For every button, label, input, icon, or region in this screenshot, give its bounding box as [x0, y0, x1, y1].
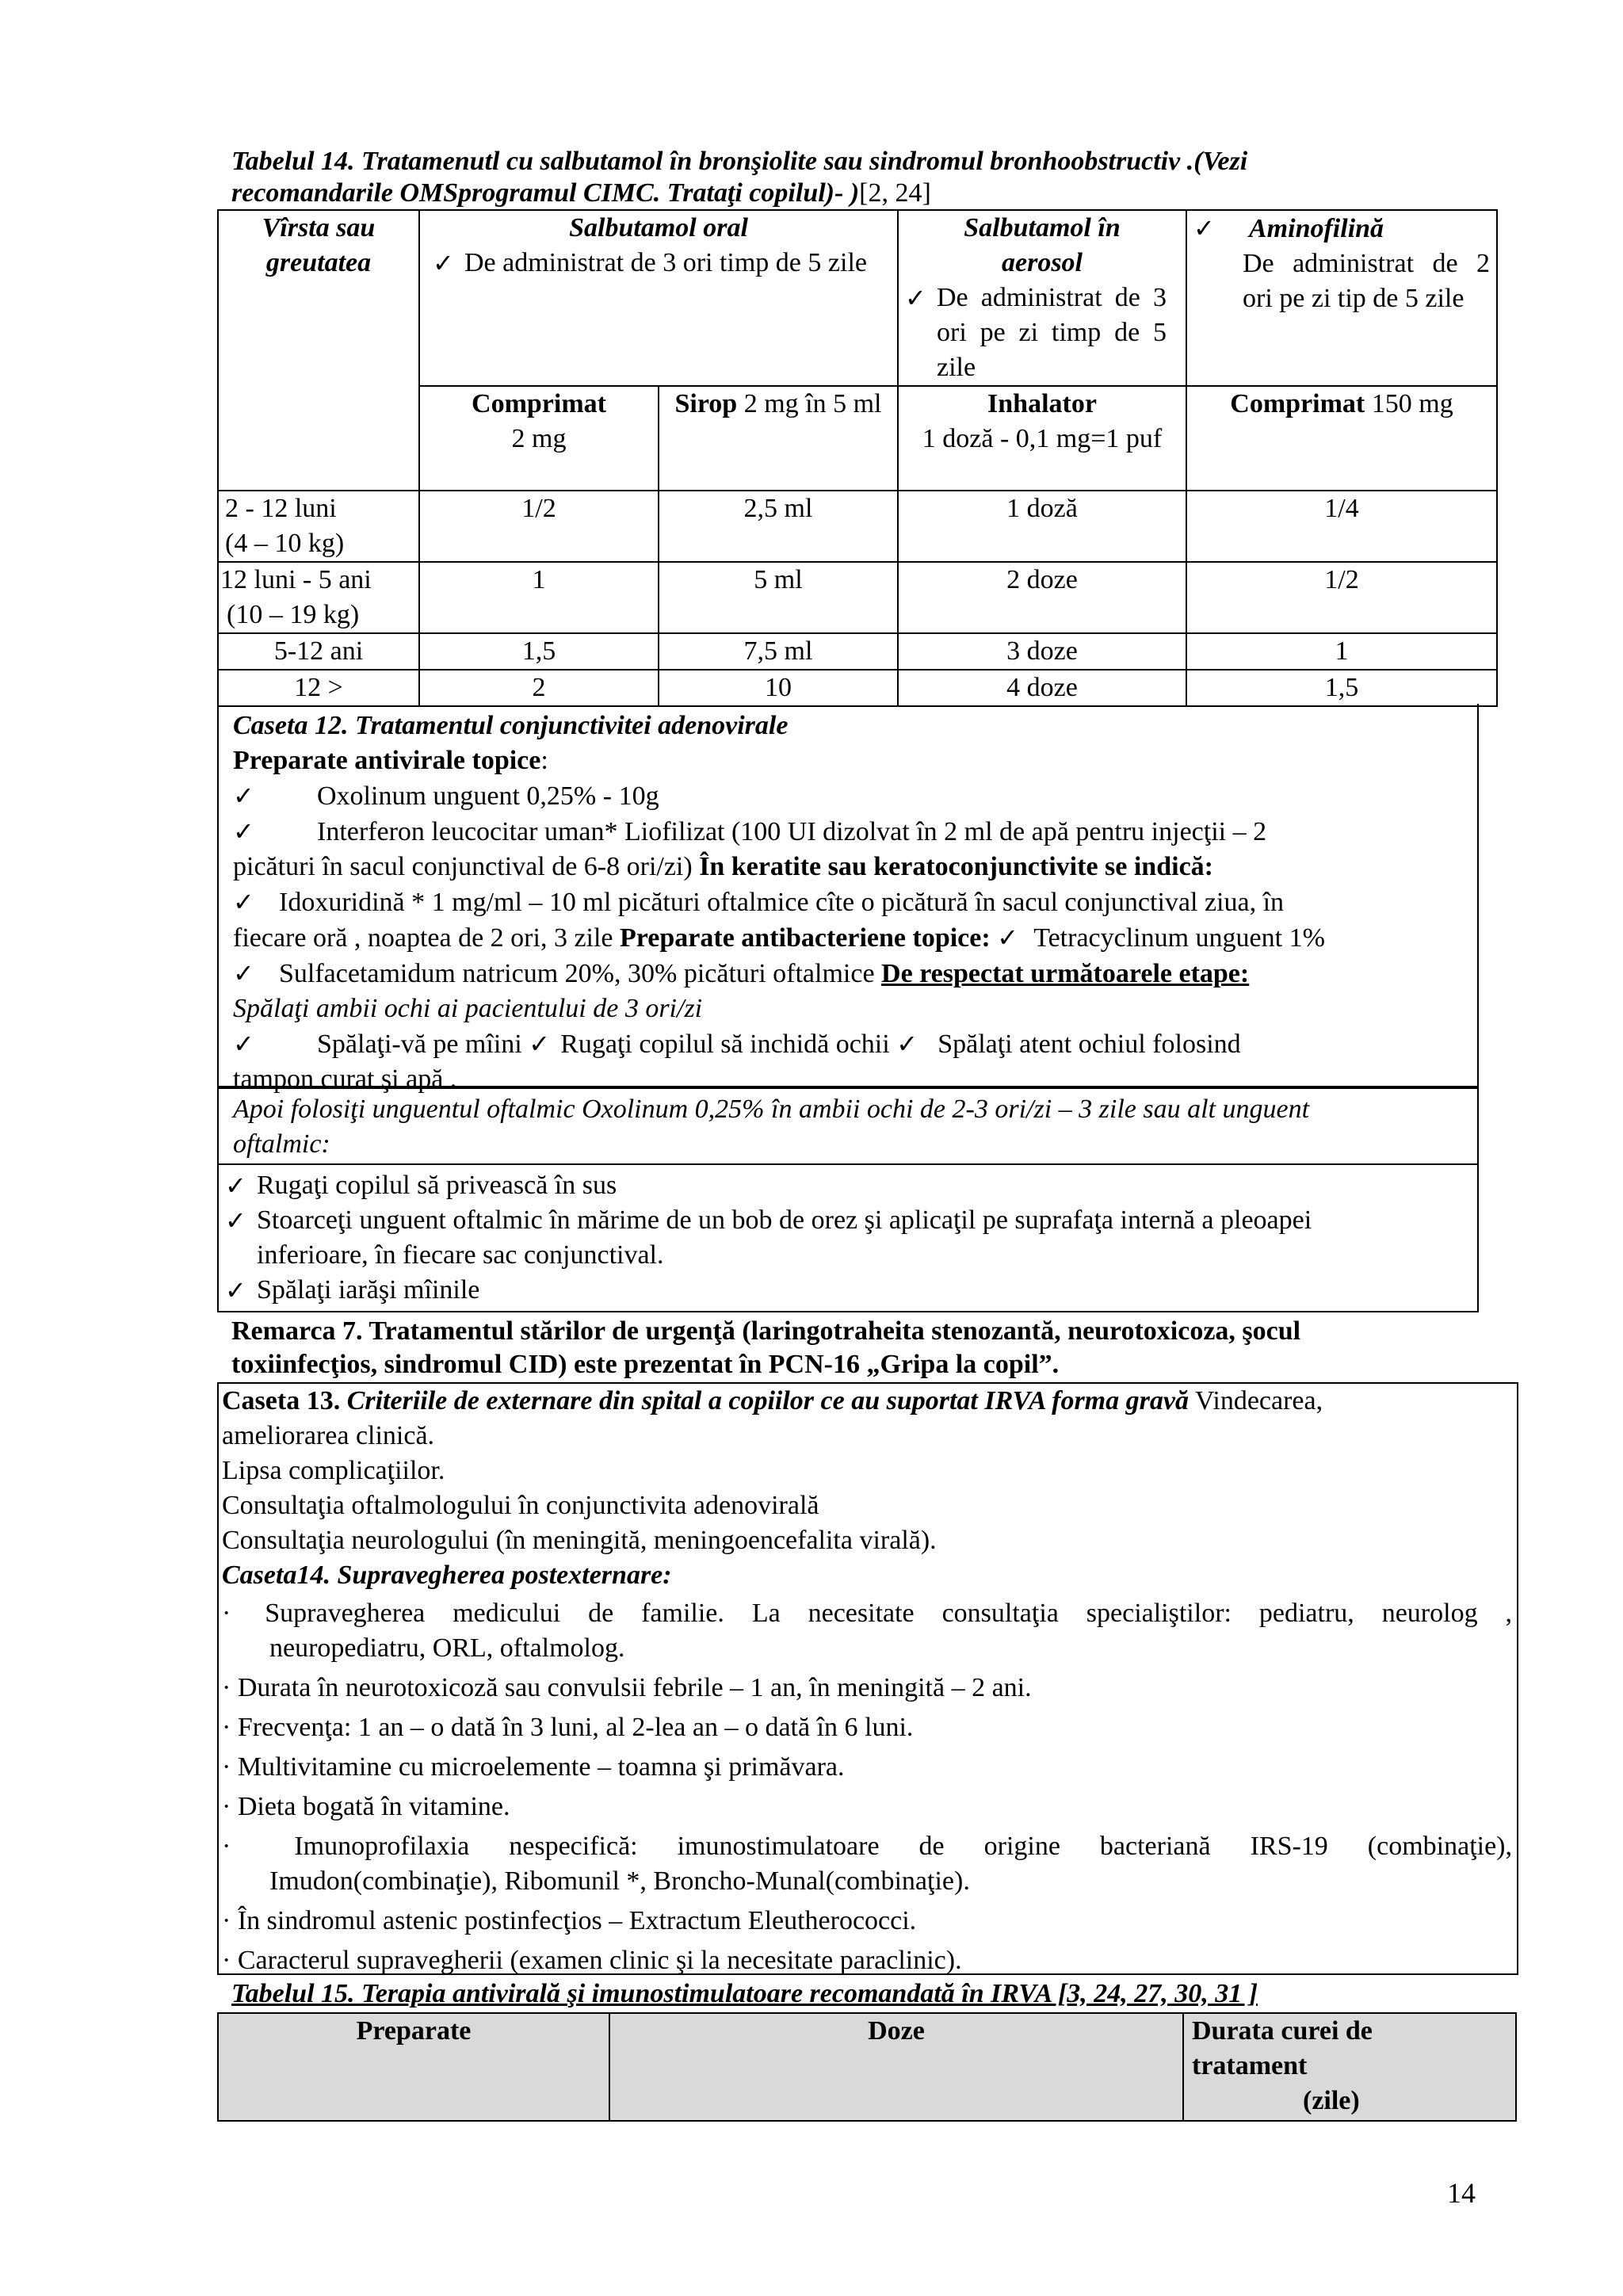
list-item: ✓ Idoxuridină * 1 mg/ml – 10 ml picături oftalmice cîte o picătură în sacul conjunctival ziua, în — [233, 884, 1463, 920]
check-icon: ✓ — [433, 248, 454, 278]
caseta13-line: ameliorarea clinică. — [222, 1421, 435, 1450]
age-cell: 5-12 ani — [218, 633, 419, 670]
tablet-cell: 2 — [419, 670, 659, 706]
sub-inhaler: Inhalator 1 doză - 0,1 mg=1 puf — [898, 386, 1186, 491]
list-item: · Imunoprofilaxia nespecifică: imunostimulatoare de origine bacteriană IRS-19 (combinaţie), Imudon(combinaţie), Ribomunil *, Broncho-Munal(combinaţie). — [222, 1832, 1513, 1896]
list-item: ✓ Oxolinum unguent 0,25% - 10g — [233, 778, 1463, 814]
check-icon: ✓ — [997, 923, 1018, 953]
age-cell: 12 luni - 5 ani (10 – 19 kg) — [218, 562, 419, 633]
ointment-steps-box — [217, 1163, 1479, 1312]
header-oral-note: De administrat de 3 ori timp de 5 zile — [464, 248, 867, 277]
caseta13-line: Consultaţia oftalmologului în conjunctivita adenovirală — [222, 1491, 819, 1520]
list-item: ✓ Sulfacetamidum natricum 20%, 30% picături oftalmice De respectat următoarele etape: — [233, 956, 1463, 991]
table-row — [218, 633, 1497, 670]
table15 — [217, 2012, 1517, 2122]
caseta12-box — [217, 704, 1479, 1094]
col-durata: Durata curei de tratament (zile) — [1183, 2013, 1516, 2121]
header-oral — [419, 210, 898, 386]
table14 — [217, 209, 1498, 707]
col-doze: Doze — [609, 2013, 1183, 2121]
col-preparate: Preparate — [218, 2013, 609, 2121]
check-icon: ✓ — [225, 1275, 246, 1305]
sub-amino: Comprimat 150 mg — [1186, 386, 1497, 491]
bullet-icon: · — [222, 1946, 231, 1975]
bullet-icon: · — [222, 1599, 231, 1628]
header-age: Vîrsta sau greutatea — [218, 210, 419, 491]
inhaler-cell: 4 doze — [898, 670, 1186, 706]
bullet-icon: · — [222, 1832, 231, 1861]
amino-cell: 1,5 — [1186, 670, 1497, 706]
list-item: ✓ Spălaţi iarăşi mîinile — [225, 1273, 1471, 1308]
check-icon: ✓ — [233, 887, 254, 917]
age-cell: 12 > — [218, 670, 419, 706]
header-amino-note: De administrat de 2 ori pe zi tip de 5 zile — [1243, 249, 1490, 313]
page-number: 14 — [1447, 2177, 1476, 2209]
list-item: · Frecvenţa: 1 an – o dată în 3 luni, al 2-lea an – o dată în 6 luni. — [222, 1713, 914, 1742]
sub-syrup: Sirop 2 mg în 5 ml — [659, 386, 898, 491]
remarca7-line1: Remarca 7. Tratamentul stărilor de urgenţă (laringotraheita stenozantă, neurotoxicoza, şocul — [231, 1316, 1301, 1346]
caseta13-line: Consultaţia neurologului (în meningită, meningoencefalita virală). — [222, 1526, 937, 1555]
check-icon: ✓ — [233, 958, 254, 988]
list-item-cont: picături în sacul conjunctival de 6-8 ori/zi) În keratite sau keratoconjunctivite se indică: — [233, 852, 1213, 881]
list-item: ✓ Stoarceţi unguent oftalmic în mărime de un bob de orez şi aplicaţil pe suprafaţa internă a pleoapei inferioare, în fiecare sac conjunctival. — [225, 1203, 1471, 1273]
list-item: · În sindromul astenic postinfecţios – Extractum Eleutherococci. — [222, 1906, 917, 1935]
check-icon: ✓ — [225, 1205, 246, 1236]
table15-caption: Tabelul 15. Terapia antivirală şi imunostimulatoare recomandată în IRVA [3, 24, 27, 30, 31 ] — [231, 1979, 1258, 2008]
amino-cell: 1 — [1186, 633, 1497, 670]
check-icon: ✓ — [225, 1171, 246, 1201]
antiviral-heading: Preparate antivirale topice: — [233, 746, 548, 775]
bullet-icon: · — [222, 1752, 231, 1782]
tablet-cell: 1 — [419, 562, 659, 633]
tablet-cell: 1,5 — [419, 633, 659, 670]
list-item-cont: fiecare oră , noaptea de 2 ori, 3 zile Preparate antibacteriene topice: ✓ Tetracyclinum unguent 1% — [233, 920, 1463, 956]
ointment-box — [217, 1087, 1479, 1165]
ointment-line1: Apoi folosiţi unguentul oftalmic Oxolinum 0,25% în ambii ochi de 2-3 ori/zi – 3 zile sau alt unguent — [233, 1095, 1310, 1124]
list-item: ✓ Interferon leucocitar uman* Liofilizat (100 UI dizolvat în 2 ml de apă pentru injecţii – 2 — [233, 814, 1463, 850]
syrup-cell: 5 ml — [659, 562, 898, 633]
amino-cell: 1/4 — [1186, 491, 1497, 562]
check-icon: ✓ — [233, 1029, 254, 1059]
syrup-cell: 2,5 ml — [659, 491, 898, 562]
sub-tablet: Comprimat 2 mg — [419, 386, 659, 491]
amino-cell: 1/2 — [1186, 562, 1497, 633]
age-cell: 2 - 12 luni (4 – 10 kg) — [218, 491, 419, 562]
header-aerosol — [898, 210, 1186, 386]
tablet-cell: 1/2 — [419, 491, 659, 562]
bullet-icon: · — [222, 1673, 231, 1702]
check-icon: ✓ — [233, 816, 254, 846]
header-oral-title: Salbutamol oral — [569, 213, 748, 243]
steps-line-cont: tampon curat şi apă . — [233, 1064, 457, 1094]
table-row — [218, 562, 1497, 633]
syrup-cell: 10 — [659, 670, 898, 706]
caseta13-14-box — [217, 1382, 1518, 1975]
table15-header-row — [218, 2013, 1516, 2121]
check-icon: ✓ — [233, 781, 254, 811]
caseta14-title: Caseta14. Supravegherea postexternare: — [222, 1561, 672, 1590]
header-amino-title: Aminofilină — [1249, 214, 1384, 243]
list-item: · Dieta bogată în vitamine. — [222, 1792, 510, 1821]
steps-line: ✓ Spălaţi-vă pe mîini ✓ Rugaţi copilul să inchidă ochii ✓ Spălaţi atent ochiul folosind — [233, 1026, 1463, 1062]
list-item: · Caracterul supravegherii (examen clinic şi la necesitate paraclinic). — [222, 1946, 962, 1975]
table-row — [218, 670, 1497, 706]
check-icon: ✓ — [896, 1029, 918, 1059]
inhaler-cell: 1 doză — [898, 491, 1186, 562]
header-aerosol-note: De administrat de 3 ori pe zi timp de 5 zile — [937, 283, 1167, 382]
wash-eyes-line: Spălaţi ambii ochi ai pacientului de 3 ori/zi — [233, 994, 703, 1023]
header-aerosol-title: Salbutamol în aerosol — [964, 213, 1121, 277]
inhaler-cell: 2 doze — [898, 562, 1186, 633]
bullet-icon: · — [222, 1713, 231, 1742]
list-item: · Durata în neurotoxicoză sau convulsii febrile – 1 an, în meningită – 2 ani. — [222, 1673, 1032, 1702]
table14-caption-line1: Tabelul 14. Tratamenutl cu salbutamol în bronşiolite sau sindromul bronhoobstructiv .(Vezi — [231, 147, 1248, 176]
header-amino — [1186, 210, 1497, 386]
syrup-cell: 7,5 ml — [659, 633, 898, 670]
list-item: · Supravegherea medicului de familie. La necesitate consultaţia specialiştilor: pediatru, neurolog , neuropediatru, ORL, oftalmolog. — [222, 1599, 1513, 1663]
check-icon: ✓ — [1193, 213, 1215, 243]
bullet-icon: · — [222, 1792, 231, 1821]
remarca7-line2: toxiinfecţios, sindromul CID) este prezentat în PCN-16 „Gripa la copil”. — [231, 1350, 1060, 1379]
list-item: · Multivitamine cu microelemente – toamna şi primăvara. — [222, 1752, 845, 1782]
caseta12-title: Caseta 12. Tratamentul conjunctivitei adenovirale — [233, 711, 789, 740]
table14-caption-line2: recomandarile OMSprogramul CIMC. Trataţi copilul)- )[2, 24] — [231, 178, 931, 208]
bullet-icon: · — [222, 1906, 231, 1935]
check-icon: ✓ — [905, 283, 926, 313]
caseta13-title-line: Caseta 13. Criteriile de externare din spital a copiilor ce au suportat IRVA forma gravă Vindecarea, — [222, 1386, 1323, 1415]
list-item: ✓ Rugaţi copilul să privească în sus — [225, 1168, 1471, 1203]
table14-header-row — [218, 210, 1497, 386]
table-row — [218, 491, 1497, 562]
check-icon: ✓ — [529, 1029, 551, 1059]
caseta13-line: Lipsa complicaţiilor. — [222, 1456, 445, 1485]
ointment-line2: oftalmic: — [233, 1129, 330, 1159]
inhaler-cell: 3 doze — [898, 633, 1186, 670]
